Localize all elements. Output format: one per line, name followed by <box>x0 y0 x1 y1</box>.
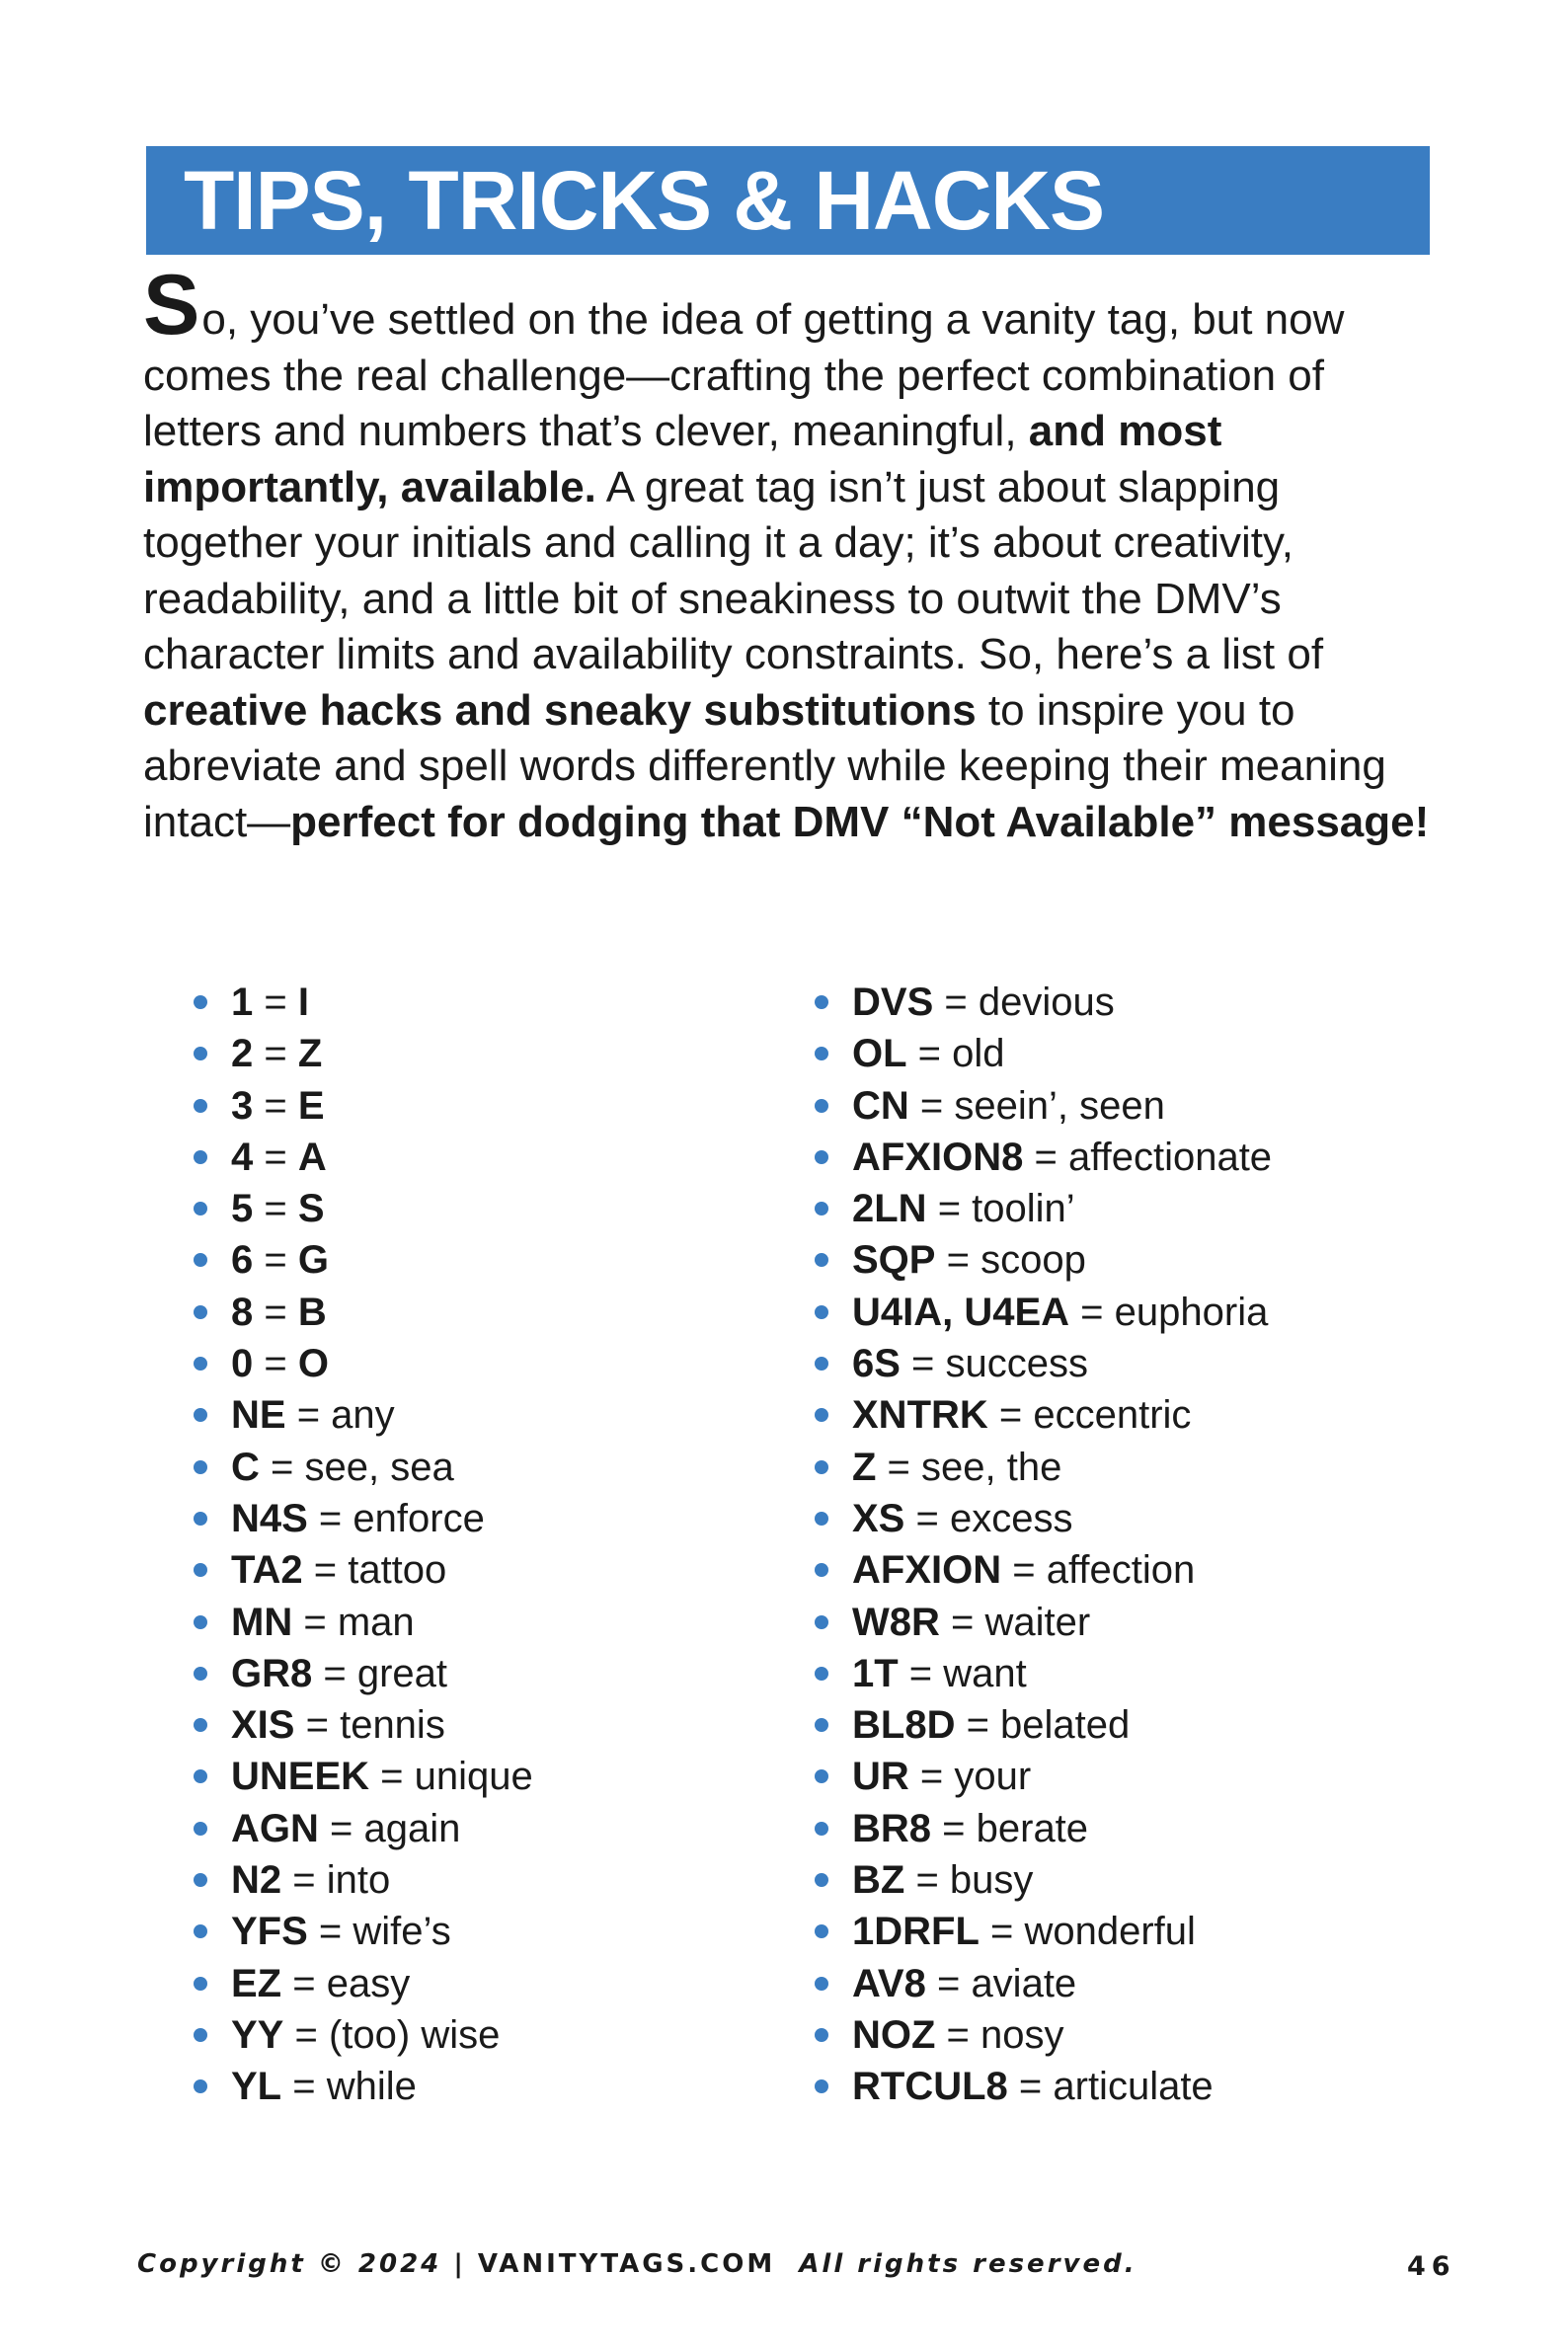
item-term: UR <box>852 1755 909 1799</box>
list-item: W8R = waiter <box>815 1597 1272 1648</box>
intro-text-1: o, you’ve settled on the idea of getting a vanity tag, but now comes the real challenge—crafting the perfect combination of letters and numbers that’s clever, meaningful, <box>143 295 1345 455</box>
item-meaning: busy <box>949 1858 1034 1903</box>
item-meaning: great <box>356 1651 448 1695</box>
bullet-icon <box>815 1357 828 1371</box>
bullet-icon <box>194 1357 207 1371</box>
item-term: U4IA, U4EA <box>852 1290 1070 1334</box>
item-meaning: S <box>297 1187 325 1231</box>
list-item: 6S = success <box>815 1338 1272 1389</box>
item-meaning: euphoria <box>1114 1290 1269 1334</box>
item-meaning: into <box>326 1858 391 1903</box>
footer-separator: | <box>441 2249 478 2279</box>
item-term: 1T <box>852 1651 899 1695</box>
item-meaning: affectionate <box>1067 1135 1273 1179</box>
item-meaning: toolin’ <box>972 1187 1075 1231</box>
item-term: DVS <box>852 980 934 1024</box>
list-item: UNEEK = unique <box>194 1751 533 1802</box>
list-item: 6 = G <box>194 1234 533 1286</box>
bullet-icon <box>815 1512 828 1526</box>
list-item: 5 = S <box>194 1183 533 1234</box>
bullet-icon <box>815 1305 828 1319</box>
bullet-icon <box>815 1202 828 1215</box>
item-meaning: belated <box>1000 1703 1131 1748</box>
item-meaning: easy <box>326 1961 411 2005</box>
item-term: 6 <box>231 1238 254 1283</box>
item-term: XIS <box>231 1703 295 1748</box>
item-term: 8 <box>231 1290 254 1334</box>
item-term: XS <box>852 1496 905 1540</box>
item-term: 1DRFL <box>852 1910 980 1954</box>
item-term: NE <box>231 1393 286 1438</box>
item-term: YFS <box>231 1910 308 1954</box>
item-term: GR8 <box>231 1651 313 1695</box>
item-meaning: while <box>326 2065 417 2109</box>
bullet-icon <box>194 995 207 1009</box>
list-item: SQP = scoop <box>815 1234 1272 1286</box>
copyright-text: Copyright © 2024 <box>137 2249 442 2279</box>
item-term: 3 <box>231 1083 254 1128</box>
list-item: 1T = want <box>815 1648 1272 1699</box>
item-term: 2LN <box>852 1187 927 1231</box>
item-meaning: tennis <box>340 1703 445 1748</box>
item-meaning: berate <box>976 1806 1089 1850</box>
item-meaning: affection <box>1046 1548 1196 1593</box>
item-meaning: unique <box>414 1755 533 1799</box>
intro-bold-1: and most importantly, available. <box>143 407 1222 511</box>
list-item: YY = (too) wise <box>194 2009 533 2061</box>
list-item: BR8 = berate <box>815 1803 1272 1854</box>
footer-rights: All rights reserved. <box>799 2249 1137 2279</box>
item-term: N4S <box>231 1496 308 1540</box>
item-meaning: articulate <box>1053 2065 1214 2109</box>
item-meaning: your <box>954 1755 1032 1799</box>
item-term: SQP <box>852 1238 936 1283</box>
item-meaning: (too) wise <box>328 2012 501 2057</box>
item-meaning: devious <box>978 980 1115 1024</box>
item-meaning: G <box>297 1238 329 1283</box>
item-term: 4 <box>231 1135 254 1179</box>
list-item: XIS = tennis <box>194 1699 533 1751</box>
list-item: EZ = easy <box>194 1958 533 2009</box>
intro-text-2: A great tag isn’t just about slapping together your initials and calling it a day; it’s about creativity, readability, and a little bit of sneakiness to outwit the DMV’s character limits and availability constraints. So, here’s a list of <box>143 462 1324 678</box>
bullet-icon <box>815 1099 828 1113</box>
intro-paragraph <box>143 258 1437 850</box>
list-item: GR8 = great <box>194 1648 533 1699</box>
hack-list-left <box>194 977 533 2113</box>
item-term: NOZ <box>852 2012 936 2057</box>
item-term: BR8 <box>852 1806 932 1850</box>
list-item: DVS = devious <box>815 977 1272 1028</box>
item-meaning: wonderful <box>1024 1910 1196 1954</box>
bullet-icon <box>194 2079 207 2093</box>
item-meaning: see, the <box>921 1445 1062 1489</box>
intro-bold-2: creative hacks and sneaky substitutions <box>143 685 977 735</box>
bullet-icon <box>194 1047 207 1060</box>
list-item: 2LN = toolin’ <box>815 1183 1272 1234</box>
bullet-icon <box>815 2028 828 2042</box>
item-term: YY <box>231 2012 284 2057</box>
item-meaning: I <box>297 980 309 1024</box>
hack-list-right <box>815 977 1272 2113</box>
item-term: N2 <box>231 1858 282 1903</box>
item-term: AFXION8 <box>852 1135 1024 1179</box>
bullet-icon <box>194 1873 207 1887</box>
bullet-icon <box>815 1615 828 1629</box>
list-item: 1DRFL = wonderful <box>815 1906 1272 1957</box>
bullet-icon <box>815 1253 828 1267</box>
list-item: AFXION8 = affectionate <box>815 1132 1272 1183</box>
item-meaning: waiter <box>984 1600 1091 1644</box>
item-meaning: tattoo <box>348 1548 447 1593</box>
item-term: BZ <box>852 1858 905 1903</box>
list-item: NE = any <box>194 1389 533 1441</box>
list-item: AV8 = aviate <box>815 1958 1272 2009</box>
list-item: NOZ = nosy <box>815 2009 1272 2061</box>
list-item: 3 = E <box>194 1080 533 1132</box>
list-item: UR = your <box>815 1751 1272 1802</box>
item-meaning: eccentric <box>1033 1393 1192 1438</box>
list-item: YFS = wife’s <box>194 1906 533 1957</box>
bullet-icon <box>194 1563 207 1577</box>
item-term: BL8D <box>852 1703 956 1748</box>
list-item: BZ = busy <box>815 1854 1272 1906</box>
list-item: N4S = enforce <box>194 1493 533 1544</box>
list-item: YL = while <box>194 2061 533 2112</box>
list-item: 0 = O <box>194 1338 533 1389</box>
item-term: C <box>231 1445 260 1489</box>
item-term: YL <box>231 2065 282 2109</box>
list-item: 4 = A <box>194 1132 533 1183</box>
item-meaning: A <box>297 1135 327 1179</box>
list-item: CN = seein’, seen <box>815 1080 1272 1132</box>
drop-cap: S <box>143 258 200 353</box>
item-meaning: B <box>297 1290 327 1334</box>
item-term: AFXION <box>852 1548 1002 1593</box>
bullet-icon <box>815 1150 828 1164</box>
bullet-icon <box>815 1667 828 1681</box>
list-item: OL = old <box>815 1028 1272 1079</box>
bullet-icon <box>194 1253 207 1267</box>
item-term: 1 <box>231 980 254 1024</box>
bullet-icon <box>194 1150 207 1164</box>
bullet-icon <box>194 1512 207 1526</box>
bullet-icon <box>194 1667 207 1681</box>
item-meaning: any <box>331 1393 395 1438</box>
bullet-icon <box>815 1977 828 1991</box>
item-meaning: again <box>363 1806 461 1850</box>
bullet-icon <box>815 1408 828 1422</box>
list-item: MN = man <box>194 1597 533 1648</box>
item-meaning: success <box>945 1342 1089 1386</box>
bullet-icon <box>815 1873 828 1887</box>
item-meaning: man <box>337 1600 415 1644</box>
bullet-icon <box>194 1769 207 1783</box>
bullet-icon <box>194 1460 207 1474</box>
item-meaning: E <box>297 1083 325 1128</box>
list-item: BL8D = belated <box>815 1699 1272 1751</box>
item-term: CN <box>852 1083 909 1128</box>
intro-bold-3: perfect for dodging that DMV “Not Available” message! <box>290 797 1430 846</box>
list-item: TA2 = tattoo <box>194 1544 533 1596</box>
bullet-icon <box>815 1563 828 1577</box>
item-term: Z <box>852 1445 877 1489</box>
list-item: C = see, sea <box>194 1442 533 1493</box>
bullet-icon <box>815 1718 828 1732</box>
item-meaning: want <box>943 1651 1027 1695</box>
bullet-icon <box>194 1615 207 1629</box>
item-term: 6S <box>852 1342 901 1386</box>
intro-text-3: to inspire you to abreviate and spell words differently while keeping their meaning intact— <box>143 685 1386 846</box>
bullet-icon <box>194 1305 207 1319</box>
list-item: AFXION = affection <box>815 1544 1272 1596</box>
list-item: XNTRK = eccentric <box>815 1389 1272 1441</box>
bullet-icon <box>815 2079 828 2093</box>
list-item: U4IA, U4EA = euphoria <box>815 1287 1272 1338</box>
list-item: 1 = I <box>194 977 533 1028</box>
bullet-icon <box>815 1460 828 1474</box>
item-meaning: old <box>952 1032 1005 1076</box>
list-item: 2 = Z <box>194 1028 533 1079</box>
item-term: AV8 <box>852 1961 926 2005</box>
page-number: 46 <box>1407 2251 1456 2282</box>
item-term: UNEEK <box>231 1755 370 1799</box>
bullet-icon <box>194 1822 207 1836</box>
list-item: RTCUL8 = articulate <box>815 2061 1272 2112</box>
bullet-icon <box>194 1408 207 1422</box>
item-meaning: wife’s <box>353 1910 451 1954</box>
item-term: EZ <box>231 1961 282 2005</box>
bullet-icon <box>194 1099 207 1113</box>
item-term: MN <box>231 1600 293 1644</box>
bullet-icon <box>194 2028 207 2042</box>
item-meaning: O <box>297 1342 329 1386</box>
footer-site: VANITYTAGS.COM <box>477 2249 776 2279</box>
item-term: 0 <box>231 1342 254 1386</box>
bullet-icon <box>194 1924 207 1938</box>
bullet-icon <box>815 1769 828 1783</box>
list-item: N2 = into <box>194 1854 533 1906</box>
item-term: 2 <box>231 1032 254 1076</box>
item-meaning: excess <box>949 1496 1073 1540</box>
bullet-icon <box>815 1924 828 1938</box>
bullet-icon <box>815 1047 828 1060</box>
item-meaning: enforce <box>353 1496 485 1540</box>
bullet-icon <box>194 1977 207 1991</box>
title-banner <box>146 146 1430 255</box>
list-item: XS = excess <box>815 1493 1272 1544</box>
item-meaning: scoop <box>980 1238 1086 1283</box>
item-meaning: Z <box>297 1032 323 1076</box>
list-item: AGN = again <box>194 1803 533 1854</box>
item-term: XNTRK <box>852 1393 988 1438</box>
item-meaning: seein’, seen <box>954 1083 1165 1128</box>
bullet-icon <box>194 1202 207 1215</box>
item-term: RTCUL8 <box>852 2065 1008 2109</box>
list-item: 8 = B <box>194 1287 533 1338</box>
item-term: W8R <box>852 1600 940 1644</box>
item-meaning: nosy <box>980 2012 1064 2057</box>
item-term: 5 <box>231 1187 254 1231</box>
item-meaning: aviate <box>971 1961 1077 2005</box>
list-item: Z = see, the <box>815 1442 1272 1493</box>
item-term: AGN <box>231 1806 319 1850</box>
page-title: TIPS, TRICKS & HACKS <box>184 154 1105 247</box>
item-meaning: see, sea <box>304 1445 454 1489</box>
bullet-icon <box>194 1718 207 1732</box>
bullet-icon <box>815 1822 828 1836</box>
item-term: TA2 <box>231 1548 303 1593</box>
item-term: OL <box>852 1032 907 1076</box>
footer-copyright <box>137 2249 1137 2279</box>
bullet-icon <box>815 995 828 1009</box>
